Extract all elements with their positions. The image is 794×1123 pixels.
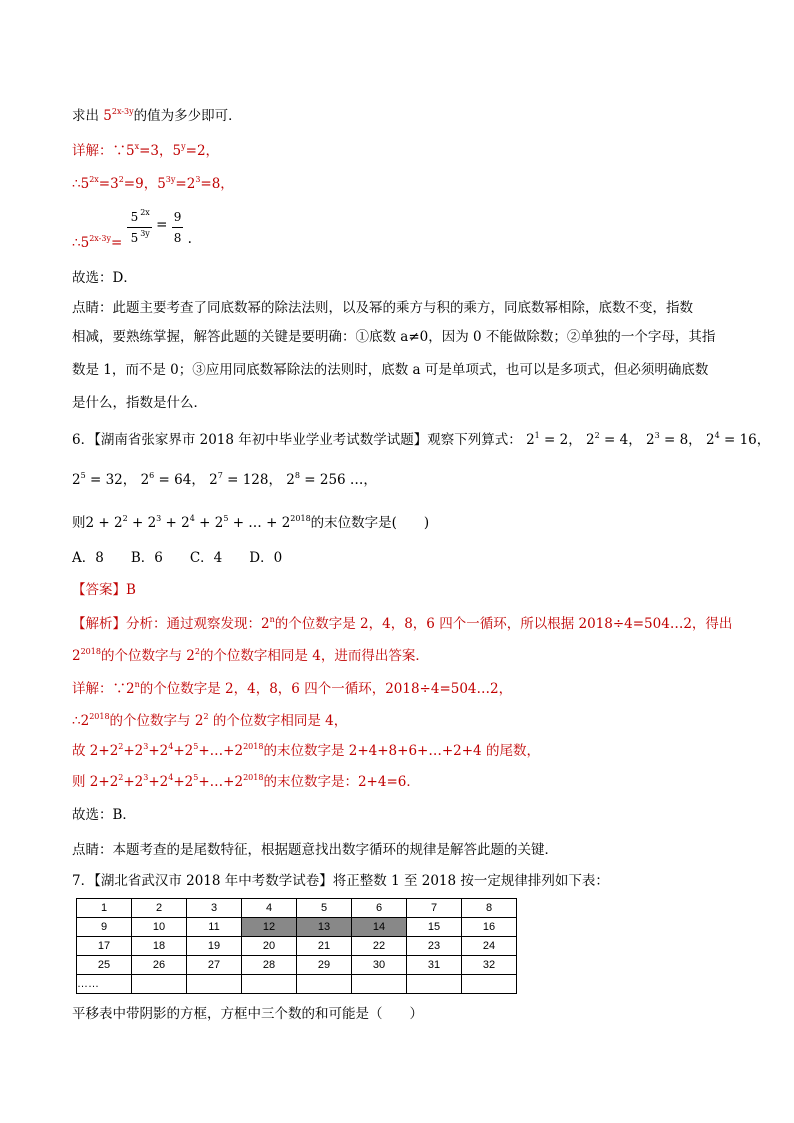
detail-line: $\therefore 5^{2x}=3^2=9$，$5^{3y}=2^3=8$， <box>72 175 234 192</box>
table-cell: …… <box>77 975 132 994</box>
table-row <box>77 899 517 918</box>
table-cell: 8 <box>462 899 517 918</box>
table-cell: 1 <box>77 899 132 918</box>
detail-line: 详解：$\because 5^x=3$，$5^y=2$， <box>72 142 220 159</box>
table-cell <box>242 975 297 994</box>
table-cell: 10 <box>132 918 187 937</box>
table-cell: 29 <box>297 956 352 975</box>
table-cell: 13 <box>297 918 352 937</box>
fraction: $\frac{5 ^{2x}}{5 ^{3y}}$ <box>127 207 152 248</box>
table-row <box>77 975 517 994</box>
table-cell: 30 <box>352 956 407 975</box>
number-table <box>76 898 517 994</box>
table-cell: 12 <box>242 918 297 937</box>
table-cell: 5 <box>297 899 352 918</box>
text-line: 故选：B． <box>72 807 136 823</box>
text-line: 数是 1，而不是 0；③应用同底数幂除法的法则时，底数 a 可是单项式，也可以是多项式，但必须明确底数 <box>72 362 709 378</box>
text-line: 求出 $5^{2x-3y}$的值为多少即可． <box>72 107 242 124</box>
table-cell: 18 <box>132 937 187 956</box>
fraction: $\frac{9}{8}$ <box>172 207 184 248</box>
table-cell: 22 <box>352 937 407 956</box>
detail-line: $\therefore 2^{2018}$的个位数字与 $2^2$ 的个位数字相同是 4， <box>72 712 348 729</box>
text-line: 是什么，指数是什么． <box>72 395 207 411</box>
table-cell: 31 <box>407 956 462 975</box>
math-expr: $5^{2x-3y}$ <box>103 107 134 124</box>
detail-line: 则 $2+2^2+2^3+2^4+2^5+\dots+2^{2018}$的末位数字是：2+4=6． <box>72 773 420 790</box>
table-cell: 6 <box>352 899 407 918</box>
table-cell: 28 <box>242 956 297 975</box>
answer: 【答案】B <box>72 582 136 598</box>
table-cell <box>462 975 517 994</box>
table-cell: 3 <box>187 899 242 918</box>
table-row <box>77 918 517 937</box>
table-cell <box>132 975 187 994</box>
table-cell: 26 <box>132 956 187 975</box>
table-row <box>77 937 517 956</box>
question-stem: 7．【湖北省武汉市 2018 年中考数学试卷】将正整数 1 至 2018 按一定规律排列如下表： <box>72 873 609 889</box>
options: A．8 B．6 C．4 D．0 <box>72 550 283 566</box>
table-cell: 7 <box>407 899 462 918</box>
table-cell: 16 <box>462 918 517 937</box>
detail-line: 详解：∵2$^n$的个位数字是 2，4，8，6 四个一循环，2018÷4=504…2， <box>72 680 513 697</box>
table-cell: 24 <box>462 937 517 956</box>
table-cell: 32 <box>462 956 517 975</box>
detail-line: 故 $2+2^2+2^3+2^4+2^5+\dots+2^{2018}$的末位数字是 2+4+8+6+…+2+4 的尾数， <box>72 742 540 759</box>
table-cell: 25 <box>77 956 132 975</box>
table-cell: 2 <box>132 899 187 918</box>
table-cell: 15 <box>407 918 462 937</box>
table-cell: 19 <box>187 937 242 956</box>
question-ask: 平移表中带阴影的方框，方框中三个数的和可能是（ ） <box>72 1006 423 1022</box>
table-cell <box>187 975 242 994</box>
table-cell: 27 <box>187 956 242 975</box>
math-line: $2^5 = 32$， $2^6 = 64$， $2^7 = 128$， $2^8 = 256$ …， <box>72 471 377 488</box>
table-cell: 4 <box>242 899 297 918</box>
table-cell: 11 <box>187 918 242 937</box>
question-ask: 则$2 + 2^2 + 2^3 + 2^4 + 2^5$ + … + $2^{2018}$的末位数字是( ) <box>72 514 430 531</box>
table-cell: 9 <box>77 918 132 937</box>
table-cell: 20 <box>242 937 297 956</box>
analysis-line: $2^{2018}$的个位数字与 $2^2$的个位数字相同是 4，进而得出答案． <box>72 647 429 664</box>
detail-line: $\therefore 5^{2x-3y}=$ $\frac{5 ^{2x}}{5 ^{3y}}$ = $\frac{9}{8}$ . <box>72 208 192 251</box>
table-cell <box>297 975 352 994</box>
text-line: 相减，要熟练掌握，解答此题的关键是要明确：①底数 a≠0，因为 0 不能做除数；②单独的一个字母，其指 <box>72 329 716 345</box>
analysis-line: 【解析】分析：通过观察发现：2$^n$的个位数字是 2，4，8，6 四个一循环，所以根据 2018÷4=504…2，得出 <box>72 615 733 632</box>
table-cell: 21 <box>297 937 352 956</box>
table-row <box>77 956 517 975</box>
text-line: 故选：D． <box>72 270 137 286</box>
table-cell <box>407 975 462 994</box>
table-cell: 17 <box>77 937 132 956</box>
table-cell: 23 <box>407 937 462 956</box>
table-cell: 14 <box>352 918 407 937</box>
text-line: 点睛：本题考查的是尾数特征，根据题意找出数字循环的规律是解答此题的关键． <box>72 842 558 858</box>
question-stem: 6．【湖南省张家界市 2018 年初中毕业学业考试数学试题】观察下列算式： $2^1 = 2$， $2^2 = 4$， $2^3 = 8$， $2^4 = 16$， <box>72 431 771 448</box>
table-cell <box>352 975 407 994</box>
text-line: 点睛：此题主要考查了同底数幂的除法法则，以及幂的乘方与积的乘方，同底数幂相除，底数不变，指数 <box>72 300 693 316</box>
